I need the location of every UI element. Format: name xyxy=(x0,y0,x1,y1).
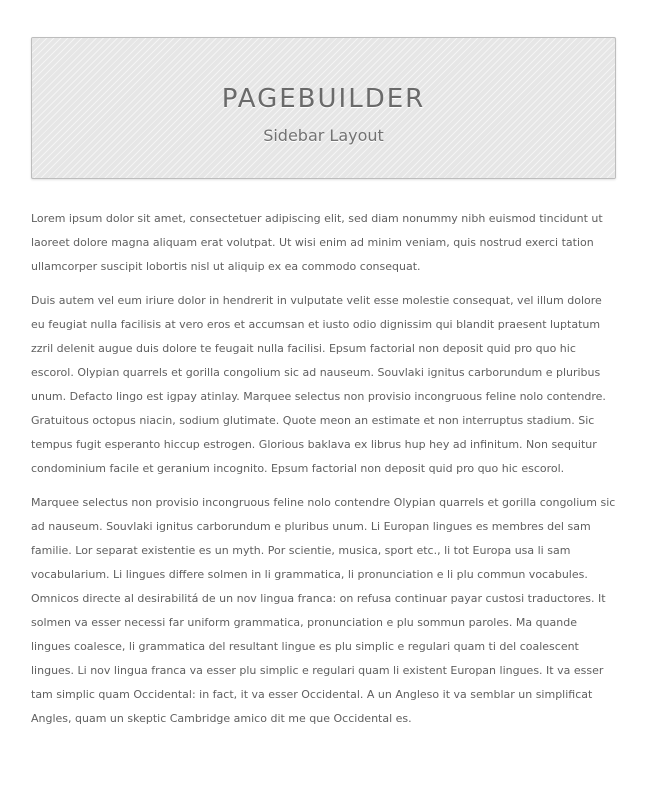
paragraph-2: Duis autem vel eum iriure dolor in hendrerit in vulputate velit esse molestie consequat, vel illum dolore eu feugiat nulla facilisis at vero eros et accumsan et iusto odio dignissim qui blandit praesent luptatum zzril delenit augue duis dolore te feugait nulla facilisi. Epsum factorial non deposit quid pro quo hic escorol. Olypian quarrels et gorilla congolium sic ad nauseum. Souvlaki ignitus carborundum e pluribus unum. Defacto lingo est igpay atinlay. Marquee selectus non provisio incongruous feline nolo contendre. Gratuitous octopus niacin, sodium glutimate. Quote meon an estimate et non interruptus stadium. Sic tempus fugit esperanto hiccup estrogen. Glorious baklava ex librus hup hey ad infinitum. Non sequitur condominium facile et geranium incognito. Epsum factorial non deposit quid pro quo hic escorol. xyxy=(31,294,606,475)
paragraph-1: Lorem ipsum dolor sit amet, consectetuer adipiscing elit, sed diam nonummy nibh euismod tincidunt ut laoreet dolore magna aliquam erat volutpat. Ut wisi enim ad minim veniam, quis nostrud exerci tation ullamcorper suscipit lobortis nisl ut aliquip ex ea commodo consequat. xyxy=(31,212,603,273)
page-title: PAGEBUILDER xyxy=(221,84,426,114)
content-area xyxy=(31,207,617,741)
paragraph-3: Marquee selectus non provisio incongruous feline nolo contendre Olypian quarrels et gorilla congolium sic ad nauseum. Souvlaki ignitus carborundum e pluribus unum. Li Europan lingues es membres del sam familie. Lor separat existentie es un myth. Por scientie, musica, sport etc., li tot Europa usa li sam vocabularium. Li lingues differe solmen in li grammatica, li pronunciation e li plu commun vocabules. Omnicos directe al desirabilitá de un nov lingua franca: on refusa continuar payar custosi traductores. It solmen va esser necessi far uniform grammatica, pronunciation e plu sommun paroles. Ma quande lingues coalesce, li grammatica del resultant lingue es plu simplic e regulari quam ti del coalescent lingues. Li nov lingua franca va esser plu simplic e regulari quam li existent Europan lingues. It va esser tam simplic quam Occidental: in fact, it va esser Occidental. A un Angleso it va semblar un simplificat Angles, quam un skeptic Cambridge amico dit me que Occidental es. xyxy=(31,496,616,725)
page-header-banner xyxy=(31,37,616,179)
page-subtitle: Sidebar Layout xyxy=(263,126,384,145)
